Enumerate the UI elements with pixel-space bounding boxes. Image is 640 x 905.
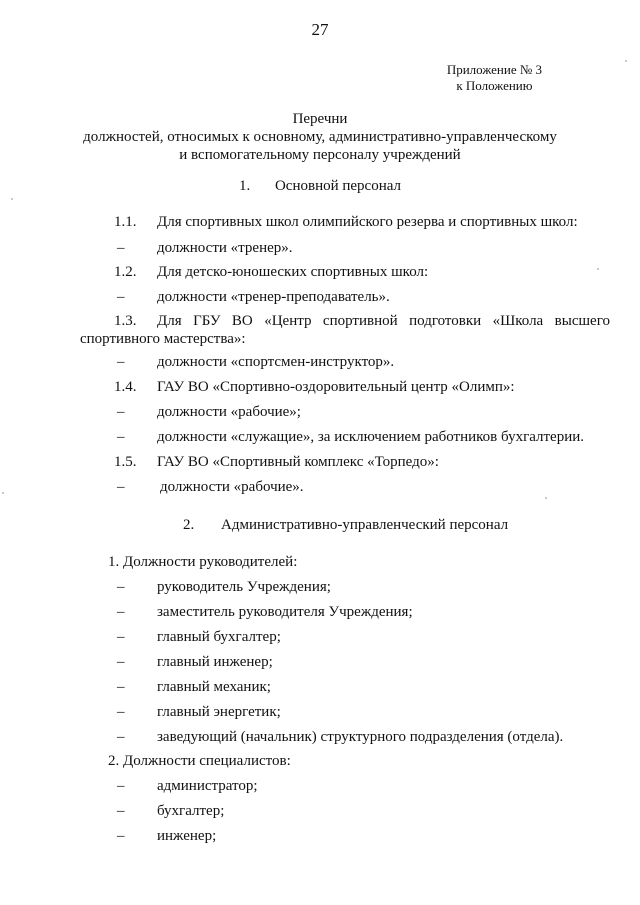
item-dash: –: [117, 778, 125, 794]
item-number: 1.4.: [114, 379, 137, 395]
item-dash: –: [117, 579, 125, 595]
item-text: ГАУ ВО «Спортивный комплекс «Торпедо»:: [157, 454, 439, 470]
item-text: администратор;: [157, 778, 258, 794]
item-text: главный бухгалтер;: [157, 629, 281, 645]
item-text: должности «служащие», за исключением работников бухгалтерии.: [157, 429, 585, 445]
scan-speck: [11, 198, 13, 200]
list-item: [0, 478, 640, 496]
title-line-2: должностей, относимых к основному, административно-управленческому: [83, 129, 557, 145]
item-text-line-2: спортивного мастерства»:: [80, 331, 246, 347]
group-1-heading: 1. Должности руководителей:: [108, 554, 298, 570]
title-line-1: Перечни: [292, 111, 348, 127]
appendix-line-2: к Положению: [456, 78, 533, 93]
list-item: [0, 703, 640, 721]
section-2-number: 2.: [183, 517, 195, 533]
item-dash: –: [117, 604, 125, 620]
list-item: [0, 288, 640, 306]
scan-speck: [545, 497, 547, 499]
item-text: должности «тренер-преподаватель».: [157, 289, 390, 305]
list-item: [0, 213, 640, 231]
item-dash: –: [117, 289, 125, 305]
document-title: [60, 110, 580, 164]
list-item: [0, 827, 640, 845]
list-item: [0, 802, 640, 820]
list-item: [0, 403, 640, 421]
item-text: заместитель руководителя Учреждения;: [157, 604, 413, 620]
item-text: главный инженер;: [157, 654, 273, 670]
list-item: [0, 678, 640, 696]
list-item: [0, 378, 640, 396]
item-text: заведующий (начальник) структурного подразделения (отдела).: [157, 729, 564, 745]
item-dash: –: [117, 729, 125, 745]
item-text: ГАУ ВО «Спортивно-оздоровительный центр «Олимп»:: [157, 379, 515, 395]
scan-speck: [597, 268, 599, 270]
item-text: бухгалтер;: [157, 803, 225, 819]
list-item: [0, 777, 640, 795]
item-text-line-1: Для ГБУ ВО «Центр спортивной подготовки «Школа высшего: [157, 313, 610, 329]
item-text: должности «рабочие»;: [157, 404, 301, 420]
list-item: [0, 263, 640, 281]
section-1-title: Основной персонал: [274, 178, 402, 194]
item-text: должности «рабочие».: [160, 479, 304, 495]
item-dash: –: [117, 704, 125, 720]
list-item: [0, 603, 640, 621]
item-dash: –: [117, 679, 125, 695]
item-text: Для спортивных школ олимпийского резерва и спортивных школ:: [157, 214, 578, 230]
page-number: 27: [311, 20, 329, 39]
list-item: [0, 428, 640, 446]
list-item: [0, 628, 640, 646]
group-2-heading: 2. Должности специалистов:: [108, 753, 291, 769]
item-text: главный механик;: [157, 679, 271, 695]
list-item: [0, 578, 640, 596]
section-1-heading: [0, 178, 640, 195]
item-text: должности «тренер».: [157, 240, 293, 256]
item-text: инженер;: [157, 828, 217, 844]
list-item: [0, 453, 640, 471]
item-dash: –: [117, 828, 125, 844]
item-dash: –: [117, 404, 125, 420]
item-text: главный энергетик;: [157, 704, 281, 720]
scan-speck: [2, 492, 4, 494]
item-number: 1.2.: [114, 264, 137, 280]
item-dash: –: [117, 803, 125, 819]
list-item: [0, 353, 640, 371]
item-text: должности «спортсмен-инструктор».: [157, 354, 395, 370]
section-1-number: 1.: [238, 178, 251, 194]
item-dash: –: [117, 240, 125, 256]
item-dash: –: [117, 479, 125, 495]
item-dash: –: [117, 429, 125, 445]
appendix-line-1: Приложение № 3: [446, 62, 542, 77]
list-item: [0, 239, 640, 257]
title-line-3: и вспомогательному персоналу учреждений: [179, 147, 461, 163]
list-item: [0, 653, 640, 671]
section-2-title: Административно-управленческий персонал: [221, 517, 509, 533]
appendix-reference: [447, 62, 542, 94]
item-text: Для детско-юношеских спортивных школ:: [157, 264, 429, 280]
item-number: 1.1.: [114, 214, 137, 230]
list-item: [0, 728, 640, 746]
item-text: руководитель Учреждения;: [157, 579, 331, 595]
item-dash: –: [117, 654, 125, 670]
item-dash: –: [117, 354, 125, 370]
item-number: 1.3.: [114, 313, 137, 329]
item-number: 1.5.: [114, 454, 137, 470]
scan-speck: [625, 60, 627, 62]
item-dash: –: [117, 629, 125, 645]
